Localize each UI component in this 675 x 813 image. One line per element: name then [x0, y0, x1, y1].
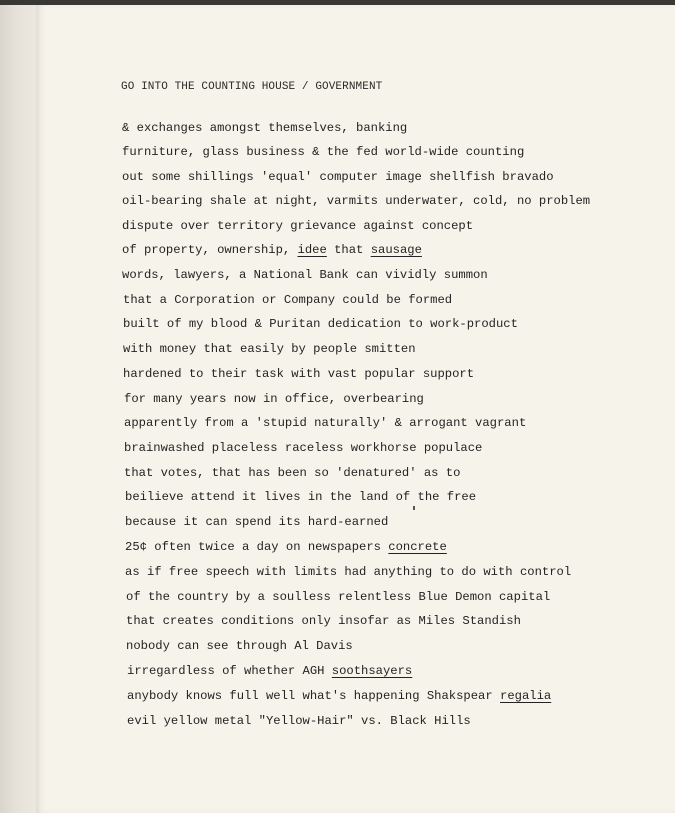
- stray-mark: [413, 506, 415, 510]
- poem-line: [125, 565, 571, 579]
- poem-line: [124, 416, 526, 430]
- line-text: beilieve attend it lives in the land of the free: [125, 490, 477, 504]
- poem-line: [122, 145, 524, 159]
- poem-line: [126, 590, 550, 604]
- poem-line: [125, 490, 476, 504]
- underlined-word: idee: [297, 243, 327, 257]
- line-text: & exchanges amongst themselves, banking: [122, 121, 408, 135]
- line-text: words, lawyers, a National Bank can vividly summon: [122, 268, 488, 282]
- line-text: hardened to their task with vast popular support: [123, 367, 475, 381]
- line-text: that: [326, 243, 371, 257]
- line-text: irregardless of whether AGH: [127, 664, 332, 678]
- poem-line: [126, 639, 353, 653]
- poem-line: [125, 515, 388, 529]
- line-text: with money that easily by people smitten: [123, 342, 416, 356]
- line-text: that a Corporation or Company could be formed: [123, 293, 453, 307]
- poem-line: [127, 714, 471, 728]
- poem-line: [124, 392, 424, 406]
- poem-line: [123, 293, 452, 307]
- line-text: for many years now in office, overbearing: [124, 392, 424, 406]
- poem-line: [122, 268, 488, 282]
- line-text: furniture, glass business & the fed world-wide counting: [122, 145, 525, 159]
- underlined-word: concrete: [388, 540, 447, 554]
- line-text: built of my blood & Puritan dedication to work-product: [123, 317, 518, 331]
- line-text: of property, ownership,: [122, 243, 298, 257]
- poem-line: [123, 317, 518, 331]
- poem-line: [122, 243, 422, 257]
- line-text: anybody knows full well what's happening Shakspear: [127, 689, 500, 703]
- line-text: brainwashed placeless raceless workhorse populace: [124, 441, 483, 455]
- poem-line: [126, 614, 521, 628]
- line-text: as if free speech with limits had anything to do with control: [125, 565, 572, 579]
- underlined-word: soothsayers: [331, 664, 413, 678]
- poem-line: [122, 219, 473, 233]
- line-text: evil yellow metal "Yellow-Hair" vs. Black Hills: [127, 714, 471, 728]
- poem-line: [127, 689, 551, 703]
- poem-line: [123, 367, 474, 381]
- line-text: dispute over territory grievance against concept: [122, 219, 474, 233]
- line-text: 25¢ often twice a day on newspapers: [125, 540, 389, 554]
- line-text: apparently from a 'stupid naturally' & arrogant vagrant: [124, 416, 527, 430]
- poem-line: [124, 441, 482, 455]
- underlined-word: regalia: [500, 689, 552, 703]
- poem-line: [127, 664, 412, 678]
- poem-line: [123, 342, 416, 356]
- line-text: out some shillings 'equal' computer image shellfish bravado: [122, 170, 554, 184]
- poem-line: [125, 540, 447, 554]
- line-text: of the country by a soulless relentless Blue Demon capital: [126, 590, 551, 604]
- line-text: oil-bearing shale at night, varmits underwater, cold, no problem: [122, 194, 591, 208]
- poem-line: [124, 466, 460, 480]
- line-text: because it can spend its hard-earned: [125, 515, 389, 529]
- poem-title: GO INTO THE COUNTING HOUSE / GOVERNMENT: [121, 81, 383, 93]
- line-text: that creates conditions only insofar as Miles Standish: [126, 614, 521, 628]
- line-text: nobody can see through Al Davis: [126, 639, 353, 653]
- poem-line: [122, 170, 554, 184]
- line-text: that votes, that has been so 'denatured' as to: [124, 466, 461, 480]
- underlined-word: sausage: [370, 243, 422, 257]
- poem-line: [122, 121, 407, 135]
- poem-line: [122, 194, 590, 208]
